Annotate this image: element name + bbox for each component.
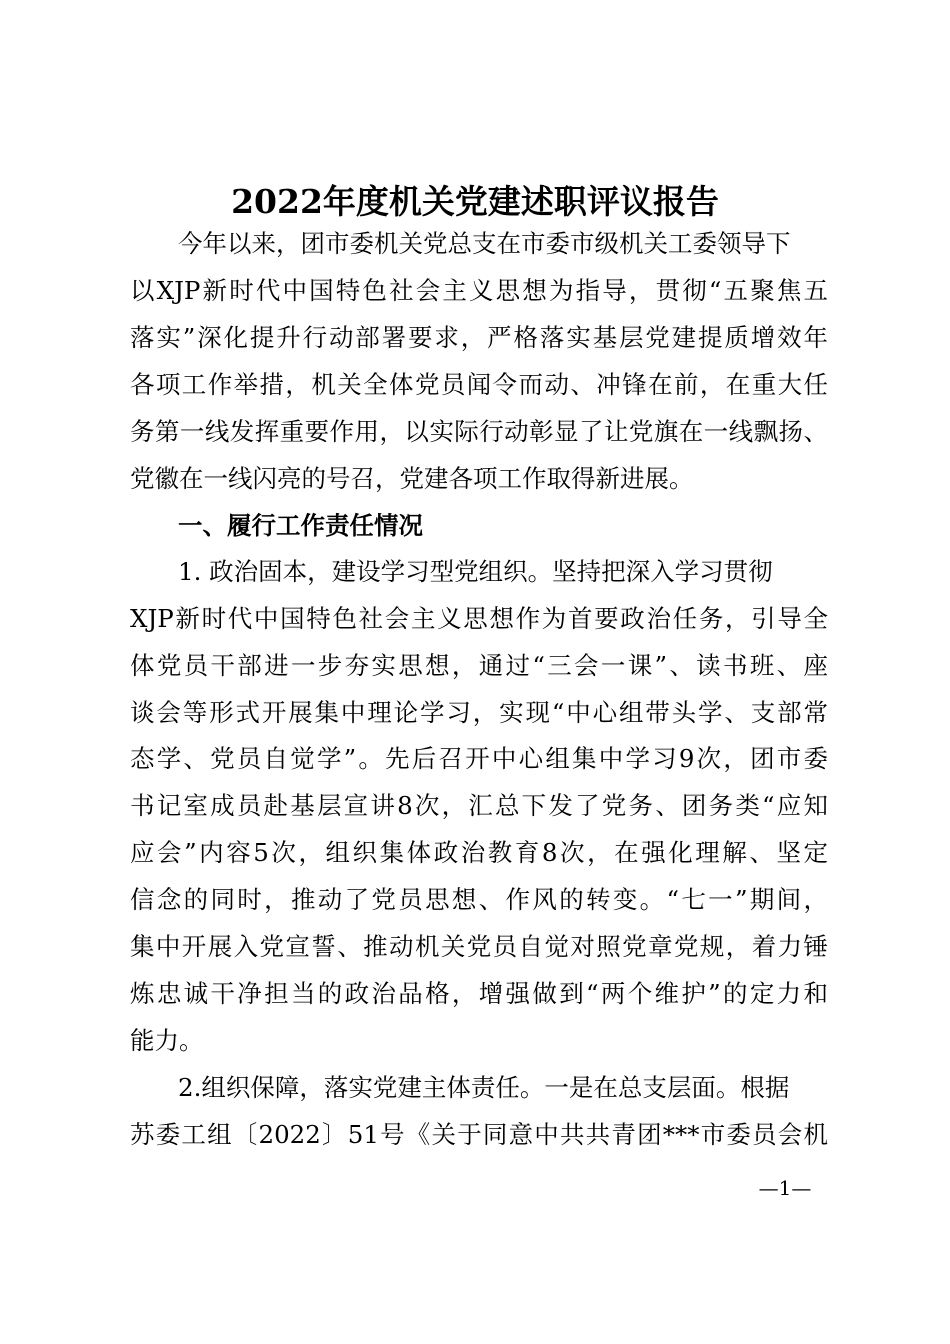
paragraph-line: 党徽在一线闪亮的号召，党建各项工作取得新进展。 <box>130 464 694 493</box>
paragraph-line: 书记室成员赴基层宣讲8次，汇总下发了党务、团务类“应知 <box>130 791 828 820</box>
page-number: —1— <box>758 1176 812 1200</box>
paragraph-line: 炼忠诚干净担当的政治品格，增强做到“两个维护”的定力和 <box>130 979 828 1008</box>
paragraph-line: 能力。 <box>130 1026 204 1055</box>
paragraph-line: 各项工作举措，机关全体党员闻令而动、冲锋在前，在重大任 <box>130 370 828 399</box>
paragraph-line: XJP新时代中国特色社会主义思想作为首要政治任务，引导全 <box>130 604 828 633</box>
paragraph-line: 集中开展入党宣誓、推动机关党员自觉对照党章党规，着力锤 <box>130 932 828 961</box>
paragraph-line: 1. 政治固本，建设学习型党组织。坚持把深入学习贯彻 <box>178 557 773 586</box>
paragraph-line: 谈会等形式开展集中理论学习，实现“中心组带头学、支部常 <box>130 698 828 727</box>
paragraph-line: 落实”深化提升行动部署要求，严格落实基层党建提质增效年 <box>130 323 828 352</box>
document-title: 2022年度机关党建述职评议报告 <box>231 182 719 221</box>
paragraph-line: 应会”内容5次，组织集体政治教育8次，在强化理解、坚定 <box>130 838 828 867</box>
paragraph-line: 态学、党员自觉学”。先后召开中心组集中学习9次，团市委 <box>130 744 828 773</box>
paragraph-line: 今年以来，团市委机关党总支在市委市级机关工委领导下 <box>178 229 791 258</box>
paragraph-line: 务第一线发挥重要作用，以实际行动彰显了让党旗在一线飘扬、 <box>130 417 828 446</box>
paragraph-line: 信念的同时，推动了党员思想、作风的转变。“七一”期间， <box>130 885 828 914</box>
section-heading: 一、履行工作责任情况 <box>178 511 423 540</box>
paragraph-line: 体党员干部进一步夯实思想，通过“三会一课”、读书班、座 <box>130 651 828 680</box>
paragraph-line: 苏委工组〔2022〕51号《关于同意中共共青团***市委员会机 <box>130 1120 828 1149</box>
paragraph-line: 2.组织保障，落实党建主体责任。一是在总支层面。根据 <box>178 1073 790 1102</box>
paragraph-line: 以XJP新时代中国特色社会主义思想为指导，贯彻“五聚焦五 <box>130 276 828 305</box>
